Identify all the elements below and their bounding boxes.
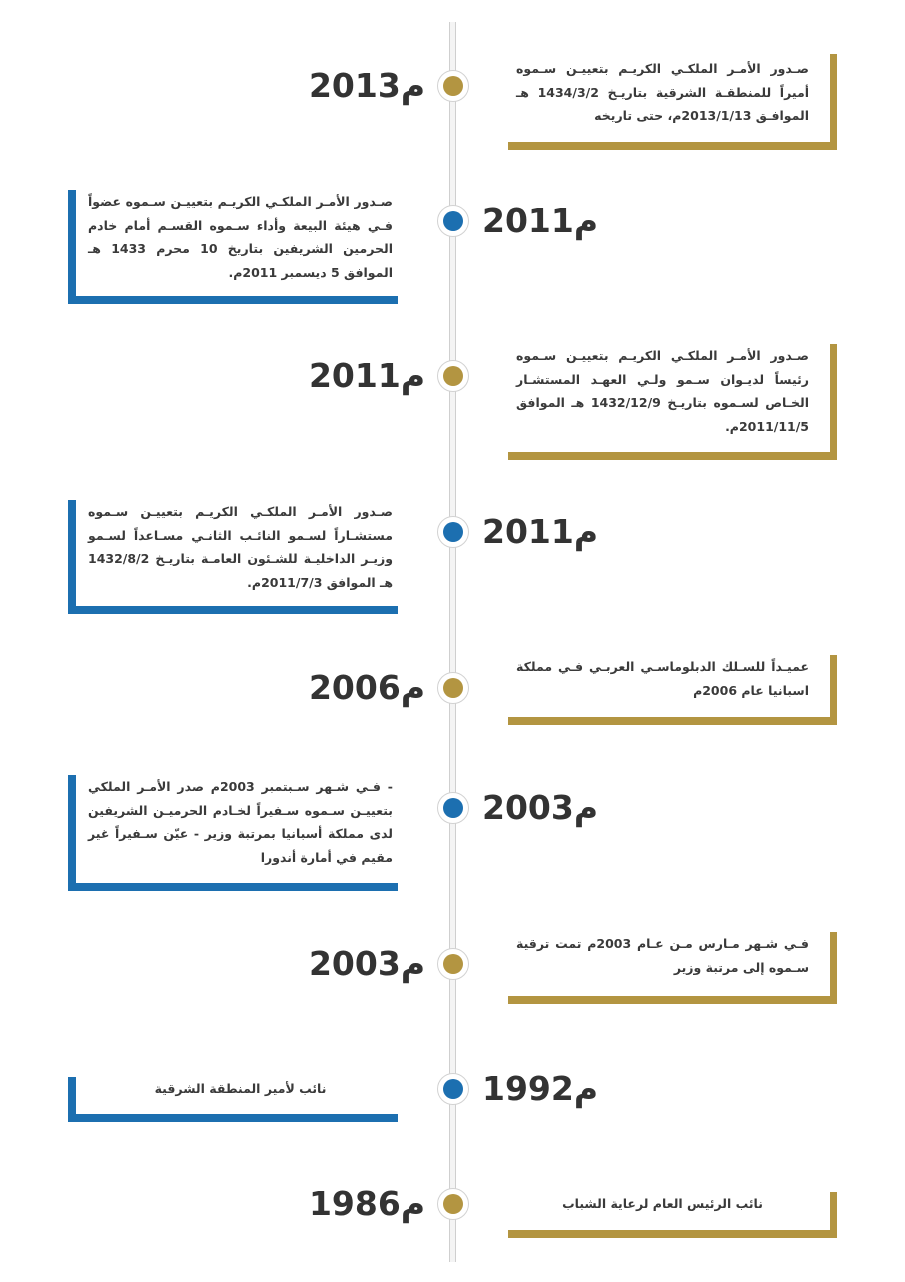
timeline-marker [437,1073,469,1105]
timeline-marker [437,70,469,102]
timeline-card-text: فـي شـهر مـارس مـن عـام 2003م تمت ترقية سـموه إلى مرتبة وزير [516,936,809,975]
timeline-year: 2011م [308,356,425,395]
timeline-marker [437,792,469,824]
timeline-year: 2013م [308,66,425,105]
timeline-card-text: نائب لأمير المنطقة الشرقية [154,1081,327,1096]
timeline-card [68,1077,398,1122]
timeline-card [68,190,398,304]
timeline-marker [437,672,469,704]
timeline-card-text: صـدور الأمـر الملكـي الكريـم بتعييـن سـموه مستشـاراً لسـمو النائـب الثانـي مسـاعداً لسـمو وزيـر الداخليـة للشـئون العامـة بتاريـخ 1432/8/2 هـ الموافق 2011/7/3م. [88,504,393,590]
timeline-card [508,54,837,150]
timeline-card-text: عميـداً للسـلك الدبلوماسـي العربـي فـي مملكة اسبانيا عام 2006م [516,659,809,698]
timeline-year: 1986م [308,1184,425,1223]
timeline-year: 2006م [308,668,425,707]
timeline-marker [437,516,469,548]
timeline-year: 2011م [482,512,599,551]
timeline-card-text: صـدور الأمـر الملكـي الكريـم بتعييـن سـموه رئيساً لديـوان سـمو ولـي العهـد المستشـار الخـاص لسـموه بتاريـخ 1432/12/9 هـ الموافق 2011/11/5م. [516,348,809,434]
timeline-card [508,1192,837,1238]
timeline-year: 2011م [482,201,599,240]
timeline-card [508,655,837,725]
timeline-card-text: نائب الرئيس العام لرعاية الشباب [562,1196,763,1211]
timeline-marker [437,948,469,980]
timeline-card-text: صـدور الأمـر الملكـي الكريـم بتعييـن سـموه عضواً فـي هيئة البيعة وأداء سـموه القسـم أمام خادم الحرمين الشريفين بتاريخ 10 محرم 1433 هـ الموافق 5 ديسمبر 2011م. [88,194,394,280]
timeline-year: 2003م [482,788,599,827]
timeline-card-text: صـدور الأمـر الملكـي الكريـم بتعييـن سـموه أميراً للمنطقـة الشرقية بتاريـخ 1434/3/2 هـ الموافـق 2013/1/13م، حتى تاريخه [516,61,809,123]
timeline-year: 1992م [482,1069,599,1108]
timeline-year: 2003م [308,944,425,983]
timeline-card [68,500,398,614]
timeline-marker [437,205,469,237]
timeline-marker [437,360,469,392]
timeline-card [508,932,837,1004]
timeline-card [508,344,837,460]
timeline-card [68,775,398,891]
timeline-card-text: - فـي شـهر سـبتمبر 2003م صدر الأمـر الملكي بتعييـن سـموه سـفيراً لخـادم الحرميـن الشريفين لدى مملكة أسبانيا بمرتبة وزير - عيّن سـفيراً غير مقيم في أمارة أندورا [88,779,393,865]
timeline-marker [437,1188,469,1220]
